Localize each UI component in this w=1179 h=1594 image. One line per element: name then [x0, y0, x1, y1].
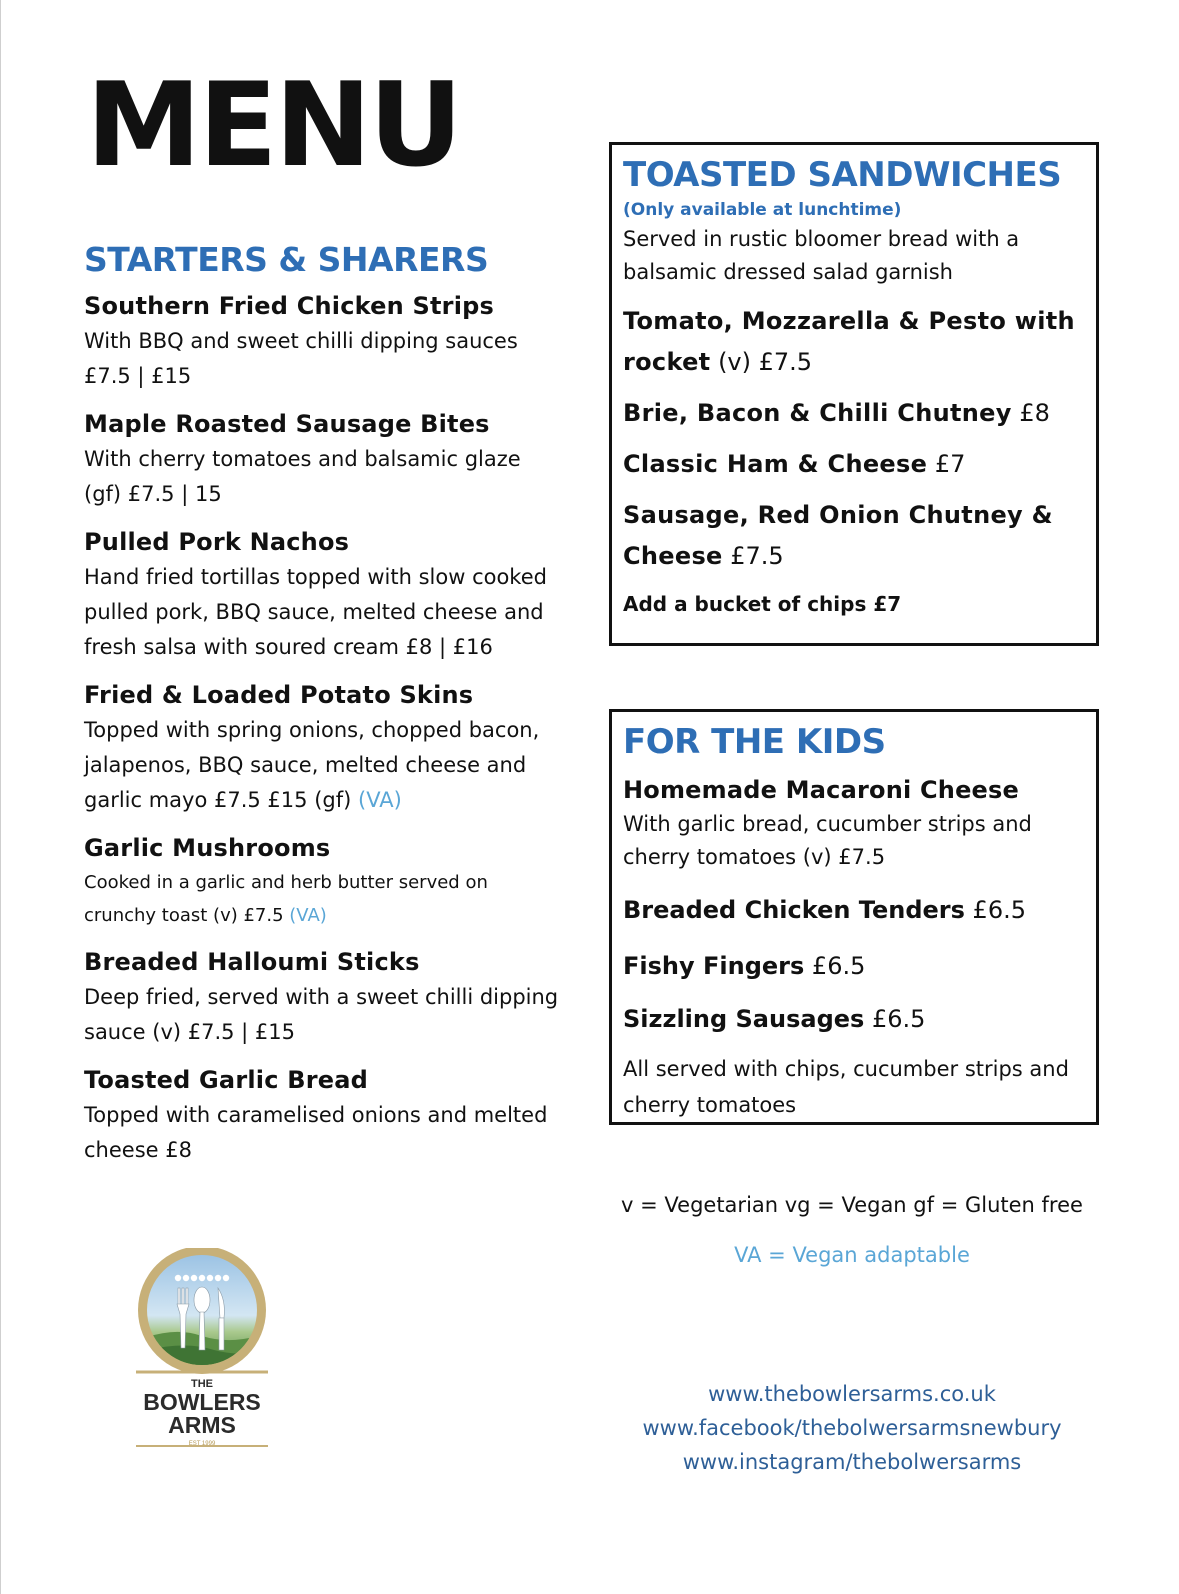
item-price: £6.5 — [972, 896, 1026, 924]
item-price: £7.5 — [730, 542, 784, 570]
item-desc-text: Topped with spring onions, chopped bacon, jalapenos, BBQ sauce, melted cheese and garlic mayo £7.5 £15 (gf) — [84, 718, 540, 812]
sandwich-item — [623, 444, 1086, 485]
diet-legend: v = Vegetarian vg = Vegan gf = Gluten free — [621, 1193, 1083, 1217]
item-price: £8 — [1019, 399, 1050, 427]
item-name: Fishy Fingers — [623, 952, 805, 980]
page-title: MENU — [86, 58, 460, 193]
menu-item — [84, 524, 564, 665]
links — [612, 1377, 1092, 1479]
item-name: Breaded Chicken Tenders — [623, 896, 965, 924]
item-name: Toasted Garlic Bread — [84, 1066, 368, 1094]
chips-addon: Add a bucket of chips £7 — [623, 592, 902, 616]
kids-heading: FOR THE KIDS — [623, 722, 886, 762]
sandwiches-heading: TOASTED SANDWICHES — [623, 155, 1062, 195]
item-name: Brie, Bacon & Chilli Chutney — [623, 399, 1012, 427]
website-link[interactable]: www.thebowlersarms.co.uk — [708, 1382, 996, 1406]
item-name: Classic Ham & Cheese — [623, 450, 928, 478]
logo-the: THE — [191, 1378, 213, 1390]
kids-box — [609, 709, 1099, 1125]
logo-est: EST 1999 — [188, 1441, 216, 1447]
item-desc: Topped with caramelised onions and melted cheese £8 — [84, 1103, 548, 1162]
item-desc: With garlic bread, cucumber strips and cherry tomatoes (v) £7.5 — [623, 812, 1032, 869]
sandwich-item — [623, 393, 1086, 434]
sandwiches-box — [609, 142, 1099, 646]
menu-item — [84, 406, 564, 512]
vegan-adaptable-tag: (VA) — [358, 788, 402, 812]
item-price: (v) £7.5 — [718, 348, 813, 376]
logo-name — [134, 1391, 270, 1437]
item-name: Sausage, Red Onion Chutney & Cheese — [623, 501, 1053, 570]
item-name: Garlic Mushrooms — [84, 834, 331, 862]
menu-item — [84, 677, 564, 818]
item-name: Breaded Halloumi Sticks — [84, 948, 420, 976]
starters-section — [84, 240, 564, 1168]
logo-name-line2: ARMS — [168, 1412, 236, 1438]
item-name: Homemade Macaroni Cheese — [623, 776, 1019, 804]
facebook-link[interactable]: www.facebook/thebolwersarmsnewbury — [642, 1416, 1062, 1440]
kids-item — [623, 892, 1086, 928]
sandwich-item — [623, 301, 1086, 383]
lunchtime-note: (Only available at lunchtime) — [623, 200, 902, 220]
menu-item — [84, 944, 564, 1050]
vegan-adaptable-tag: (VA) — [289, 905, 327, 926]
item-price: £6.5 — [871, 1005, 926, 1033]
menu-item — [84, 830, 564, 932]
starters-heading: STARTERS & SHARERS — [84, 240, 489, 279]
item-name: Sizzling Sausages — [623, 1005, 865, 1033]
item-desc: Hand fried tortillas topped with slow cooked pulled pork, BBQ sauce, melted cheese and fresh salsa with soured cream £8 | £16 — [84, 565, 547, 659]
item-desc — [84, 713, 564, 818]
page-edge — [0, 0, 1, 1594]
item-desc-text: Cooked in a garlic and herb butter served on crunchy toast (v) £7.5 — [84, 872, 488, 926]
kids-footer: All served with chips, cucumber strips and cherry tomatoes — [623, 1057, 1069, 1117]
item-name: Fried & Loaded Potato Skins — [84, 681, 474, 709]
menu-item — [84, 288, 564, 394]
va-legend: VA = Vegan adaptable — [734, 1243, 970, 1267]
kids-main-item — [623, 772, 1086, 874]
item-price: £6.5 — [811, 952, 866, 980]
item-price: £7 — [934, 450, 966, 478]
instagram-link[interactable]: www.instagram/thebolwersarms — [682, 1450, 1022, 1474]
item-desc: Deep fried, served with a sweet chilli dipping sauce (v) £7.5 | £15 — [84, 985, 559, 1044]
item-desc — [84, 866, 524, 932]
sandwiches-desc: Served in rustic bloomer bread with a balsamic dressed salad garnish — [623, 227, 1020, 284]
bowlers-arms-logo — [134, 1248, 270, 1454]
kids-item — [623, 1001, 1086, 1037]
sandwich-item — [623, 495, 1086, 577]
menu-item — [84, 1062, 564, 1168]
item-name: Maple Roasted Sausage Bites — [84, 410, 490, 438]
kids-item — [623, 948, 1086, 984]
item-name: Pulled Pork Nachos — [84, 528, 350, 556]
item-name: Tomato, Mozzarella & Pesto with rocket — [623, 307, 1075, 376]
item-desc: With BBQ and sweet chilli dipping sauces £7.5 | £15 — [84, 329, 518, 388]
item-desc: With cherry tomatoes and balsamic glaze (gf) £7.5 | 15 — [84, 447, 521, 506]
logo-name-line1: BOWLERS — [143, 1389, 261, 1415]
item-name: Southern Fried Chicken Strips — [84, 292, 494, 320]
